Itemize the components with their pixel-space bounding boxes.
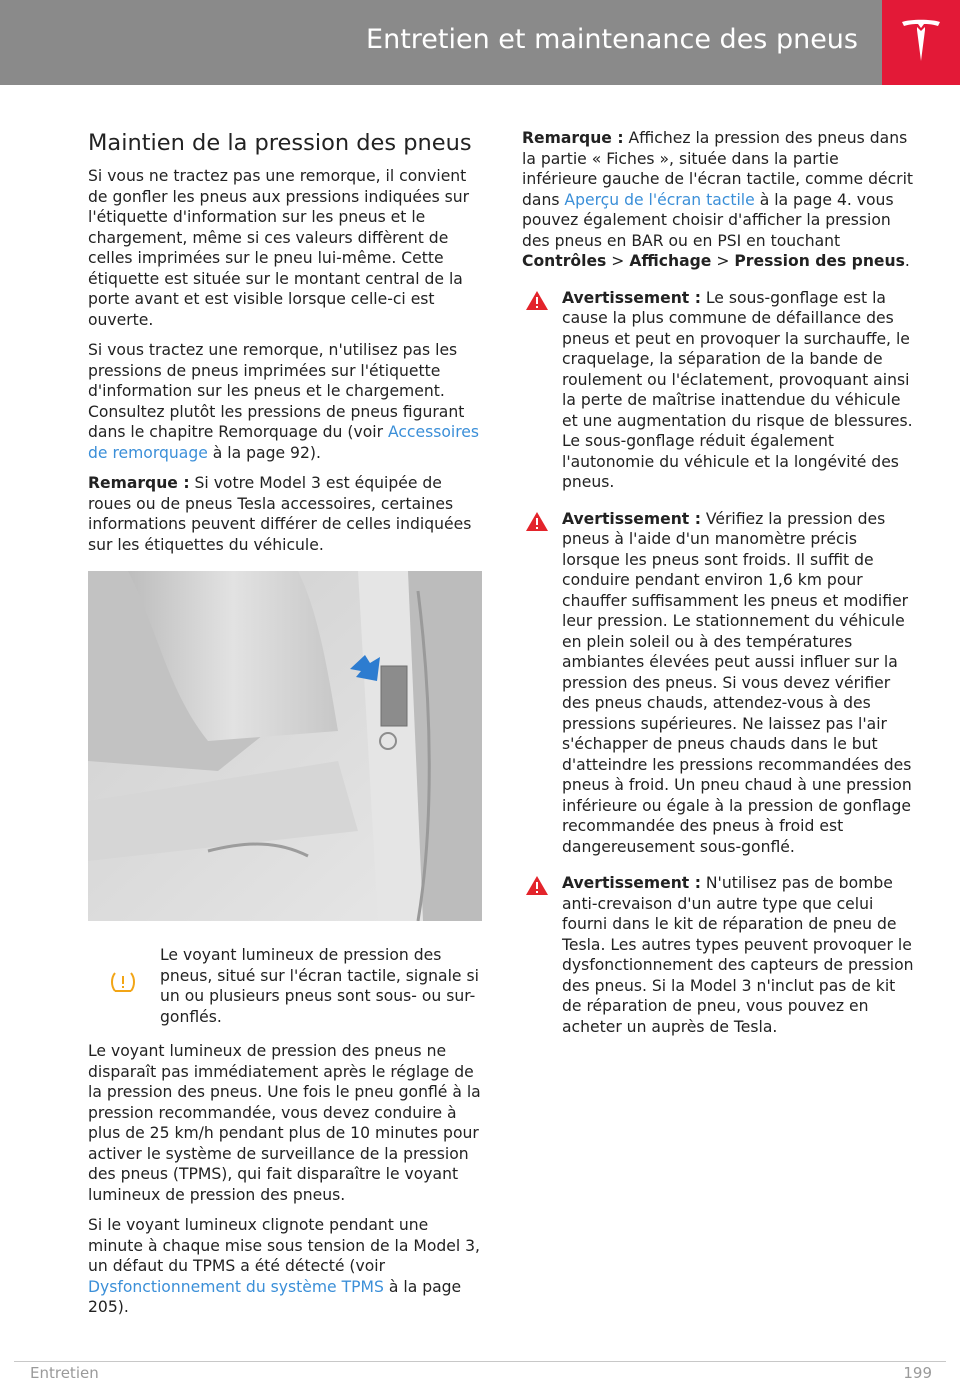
door-pillar-photo <box>88 571 482 921</box>
warning-label: Avertissement : <box>562 288 701 307</box>
nav-display: Affichage <box>629 252 712 270</box>
note-accessories <box>88 473 482 555</box>
touchscreen-overview-link[interactable]: Aperçu de l'écran tactile <box>564 190 755 209</box>
paragraph-label-info: Si vous ne tractez pas une remorque, il convient de gonfler les pneus aux pressions indiquées sur l'étiquette d'information sur les pneus et le chargement, même si ces valeurs diffèrent de celles imprimées sur le pneu lui-même. Cette étiquette est située sur le montant central de la porte avant et est visible lorsque celle-ci est ouverte. <box>88 167 470 329</box>
note-label: Remarque : <box>88 474 190 492</box>
warning-triangle-icon <box>526 512 548 531</box>
footer-divider <box>14 1361 946 1362</box>
page-header <box>0 0 960 85</box>
tesla-logo-icon <box>900 18 942 64</box>
nav-separator: > <box>711 252 735 270</box>
section-title: Maintien de la pression des pneus <box>88 130 472 156</box>
warning-text: N'utilisez pas de bombe anti-crevaison d'un autre type que celui fourni dans le kit de réparation de pneu de Tesla. Les autres types peuvent provoquer le dysfonctionnement des capteurs de pression des pneus. Si la Model 3 n'inclut pas de kit de réparation de pneu, vous pouvez en acheter un auprès de Tesla. <box>562 874 914 1036</box>
warning-label: Avertissement : <box>562 874 701 892</box>
left-column <box>88 128 482 1328</box>
note-label: Remarque : <box>522 129 624 147</box>
paragraph-text: à la page 205). <box>88 1277 462 1316</box>
warning-text: Le sous-gonflage est la cause la plus commune de défaillance des pneus et peut en provoquer la surchauffe, le craquelage, la séparation de la bande de roulement ou l'éclatement, provoquant ainsi la perte de maîtrise inattendue du véhicule et une augmentation du risque de blessures. Le sous-gonflage réduit également l'autonomie du véhicule et la longévité des pneus. <box>562 288 913 491</box>
note-text: Affichez la pression des pneus dans la partie « Fiches », située dans la partie inférieure gauche de l'écran tactile, comme décrit dans <box>522 129 914 209</box>
brand-logo <box>882 0 960 85</box>
note-touchscreen <box>522 128 918 272</box>
warning-triangle-icon <box>526 291 548 310</box>
towing-accessories-link[interactable]: Accessoires de remorquage <box>88 423 479 462</box>
paragraph-indicator-reset: Le voyant lumineux de pression des pneus ne disparaît pas immédiatement après le réglage de la pression des pneus. Une fois le pneu gonflé à la pression recommandée, vous devez conduire à plus de 25 km/h pendant plus de 10 minutes pour activer le système de surveillance de la pression des pneus (TPMS), qui fait disparaître le voyant lumineux de pression des pneus. <box>88 1042 481 1204</box>
nav-separator: > <box>606 252 630 270</box>
warning-sealant <box>522 873 918 1037</box>
tpms-warning-icon <box>110 971 136 993</box>
warning-label: Avertissement : <box>562 509 701 528</box>
page-title: Entretien et maintenance des pneus <box>366 24 858 55</box>
warning-text: Vérifiez la pression des pneus à l'aide d'un manomètre précis lorsque les pneus sont froids. Il suffit de conduire pendant environ 1,6 km pour chauffer suffisamment les pneus et modifier leur pression. Le stationnement du véhicule en plein soleil ou à des températures ambiantes élevées peut aussi influer sur la pression des pneus. Si vous devez vérifier des pneus chauds, attendez-vous à des pressions supérieures. Ne laissez pas l'air s'échapper de pneus chauds dans le but d'atteindre les pressions recommandées des pneus à froid. Un pneu chaud à une pression inférieure ou égale à la pression de gonflage recommandée des pneus à froid est dangereusement sous-gonflé. <box>562 509 912 856</box>
tpms-indicator-row <box>88 945 482 1041</box>
paragraph-text: Si vous tractez une remorque, n'utilisez pas les pressions de pneus imprimées sur l'étiquette d'information sur les pneus et le chargement. Consultez plutôt les pressions de pneus figurant dans le chapitre Remorquage du (voir <box>88 341 465 441</box>
right-column <box>522 128 918 1037</box>
paragraph-text: Si le voyant lumineux clignote pendant une minute à chaque mise sous tension de la Model 3, un défaut du TPMS a été détecté (voir <box>88 1216 481 1275</box>
footer-section: Entretien <box>30 1364 99 1382</box>
paragraph-tpms-fault <box>88 1215 482 1318</box>
paragraph-text: à la page 92). <box>207 443 321 462</box>
paragraph-towing <box>88 340 482 463</box>
nav-tire-pressure: Pression des pneus <box>734 252 905 270</box>
nav-controls: Contrôles <box>522 252 607 270</box>
warning-underinflation <box>522 288 918 493</box>
note-end: . <box>904 252 910 270</box>
page-number: 199 <box>903 1364 932 1382</box>
note-text: Si votre Model 3 est équipée de roues ou de pneus Tesla accessoires, certaines informations peuvent différer de celles indiquées sur les étiquettes du véhicule. <box>88 474 472 554</box>
note-text: à la page 4. vous pouvez également choisir d'afficher la pression des pneus en BAR ou en PSI en touchant <box>522 190 894 250</box>
warning-triangle-icon <box>526 876 548 895</box>
tpms-malfunction-link[interactable]: Dysfonctionnement du système TPMS <box>88 1277 384 1296</box>
indicator-description: Le voyant lumineux de pression des pneus, situé sur l'écran tactile, signale si un ou plusieurs pneus sont sous- ou sur-gonflés. <box>160 946 479 1026</box>
warning-check-cold <box>522 509 918 858</box>
